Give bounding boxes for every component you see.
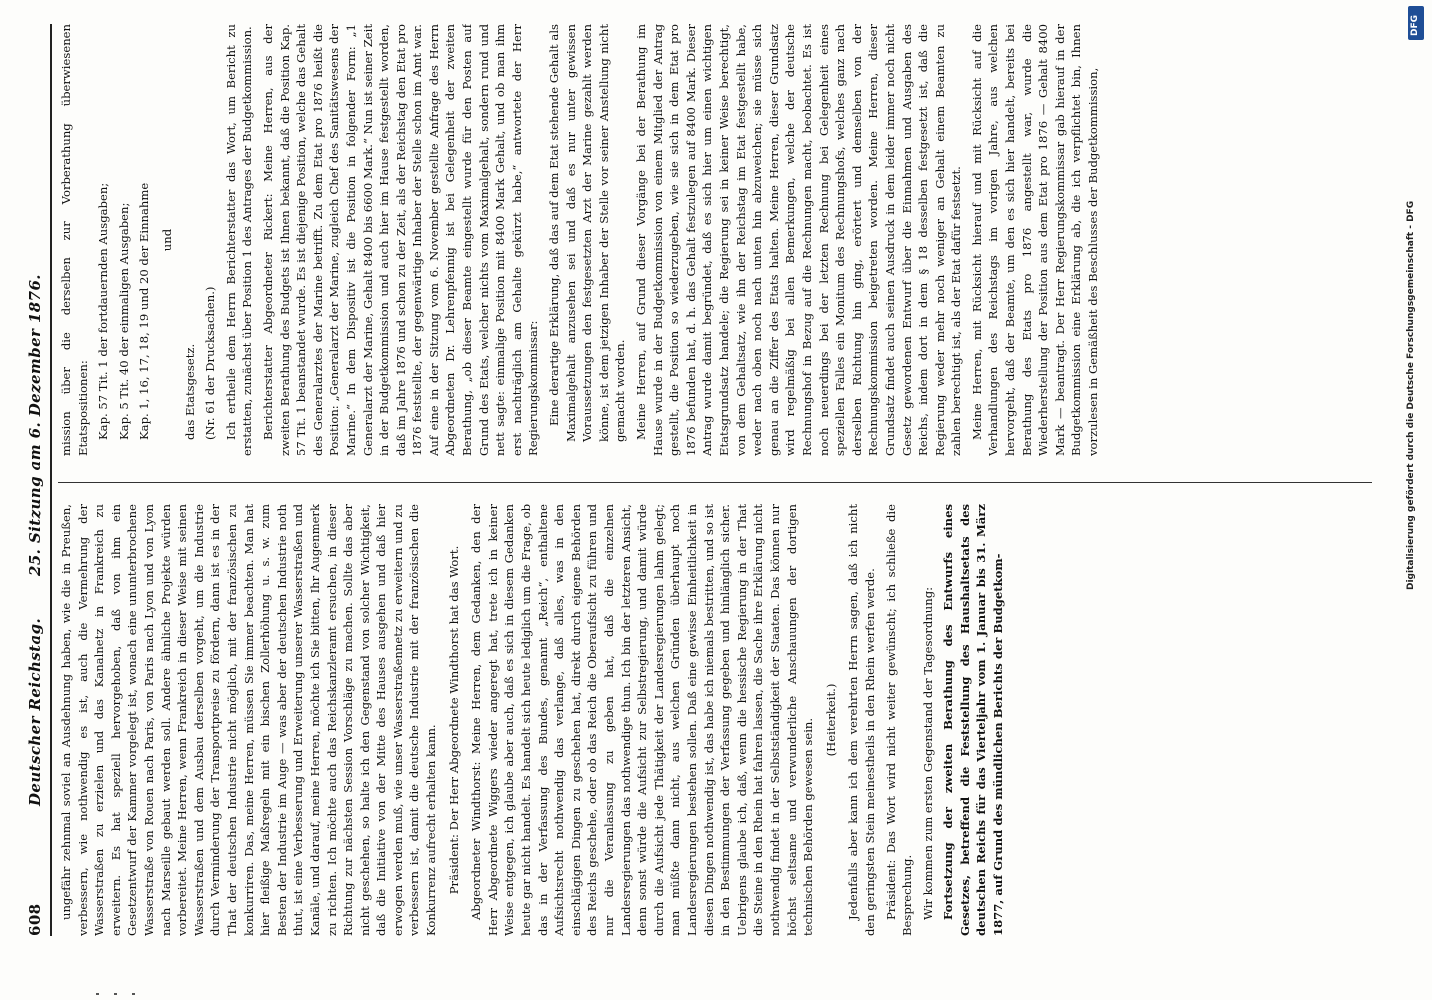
paragraph: Jedenfalls aber kann ich dem verehrten Herrn sagen, daß ich nicht den geringsten Stein meinestheils in den Rhein werfen werde.: [846, 504, 877, 936]
paragraph: Präsident: Der Herr Abgeordnete Windthorst hat das Wort.: [446, 545, 461, 895]
paragraph: Meine Herren, mit Rücksicht hierauf und mit Rücksicht auf die Verhandlungen des Reichstags im vorigen Jahre, aus welchen hervorgeht, daß der Beamte, um den es sich hier handelt, bereits bei Berathung des Etats pro 1876 angestellt war, wurde die Wiederherstellung der Position aus dem Etat pro 1876 — Gehalt 8400 Mark — beantragt. Der Herr Regierungskommissar gab hierauf in der Budgetkommission eine Erklärung ab, die ich verpflichtet bin, Ihnen vorzulesen in Gemäßheit des Beschlusses der Budgetkommission,: [969, 24, 1101, 456]
paragraph: Wir kommen zum ersten Gegenstand der Tagesordnung:: [920, 586, 935, 920]
running-header: [20, 24, 52, 936]
scan-speck: [96, 993, 99, 995]
paragraph: Meine Herren, auf Grund dieser Vorgänge bei der Berathung im Hause wurde in der Budgetkommission von einem Mitglied der Antrag gestellt, die Position so wiederzugeben, wie sie sich in dem Etat pro 1876 befunden hat, d. h. das Gehalt festzulegen auf 8400 Mark. Dieser Antrag wurde damit begründet, daß es sich hier um einen wichtigen Etatsgrundsatz handele; die Regierung sei in keiner Weise berechtigt, von dem Gehaltsatz, wie ihn der Reichstag im Etat festgestellt habe, weder nach oben noch nach unten hin abzuweichen; sie müsse sich genau an die Ziffer des Etats halten. Meine Herren, dieser Grundsatz wird regelmäßig bei allen Bemerkungen, welche der deutsche Rechnungshof in Bezug auf die Rechnungen macht, beobachtet. Es ist noch neuerdings bei der letzten Rechnung bei Gelegenheit eines speziellen Falles ein Monitum des Rechnungshofs, welches ganz nach derselben Richtung hin ging, erörtert und demselben von der Rechnungskommission beigetreten worden. Meine Herren, dieser Grundsatz findet auch seinen Ausdruck in dem leider immer noch nicht Gesetz gewordenen Entwurf über die Einnahmen und Ausgaben des Reichs, indem dort in dem § 18 desselben festgesetzt ist, daß die Regierung weder mehr noch weniger an Gehalt einem Beamten zu zahlen berechtigt ist, als der Etat dafür festsetzt.: [634, 24, 964, 456]
paragraph: Abgeordneter Windthorst: Meine Herren, dem Gedanken, den der Herr Abgeordnete Wiggers wieder angeregt hat, trete ich in keiner Weise entgegen, ich glaube aber auch, daß es sich in diesem Gedanken heute gar nicht handelt. Es handelt sich heute lediglich um die Frage, ob das in der Verfassung des Bundes, genannt „Reich“, enthaltene Aufsichtsrecht nothwendig das verlange, daß alles, was in den einschlägigen Dingen zu geschehen hat, direkt durch eigene Behörden des Reichs geschehe, oder ob das Reich die Oberaufsicht zu führen und nur die Veranlassung zu geben hat, daß die einzelnen Landesregierungen das nothwendige thun. Ich bin der letzteren Ansicht, denn sonst würde die Aufsicht zur Selbstregierung, und damit würde durch die Aufsicht jede Thätigkeit der Landesregierungen lahm gelegt; man müßte dann nicht, aus welchen Gründen überhaupt noch Landesregierungen bestehen sollen. Daß eine gewisse Einheitlichkeit in diesen Dingen nothwendig ist, das habe ich niemals bestritten, und so ist in den Bestimmungen der Verfassung gegeben und hinlänglich sicher. Uebrigens glaube ich, daß, wenn die hessische Regierung in der That die Steine in den Rhein hat fahren lassen, die Sache ihre Erklärung nicht nothwendig findet in der Selbstständigkeit der Staaten. Das können nur höchst seltsame und verwunderliche Anschauungen der dortigen technischen Behörden gewesen sein.: [469, 504, 816, 936]
paragraph: ungefähr zehnmal soviel an Ausdehnung haben, wie die in Preußen, verbessern, wie nothwendig es ist, auch die Vermehrung der Wasserstraßen zu erzielen und das Kanalnetz in Frankreich zu erweitern. Es hat speziell hervorgehoben, daß von ihm ein Gesetzentwurf der Kammer vorgelegt ist, wonach eine ununterbrochene Wasserstraße von Rouen nach Paris, von Paris nach Lyon und von Lyon nach Marseille gebaut werden soll. Andere ähnliche Projekte würden vorbereitet. Meine Herren, wenn Frankreich in dieser Weise mit seinen Wasserstraßen und dem Ausbau derselben vorgeht, um die Industrie durch Verminderung der Transportpreise zu fördern, dann ist es in der That der deutschen Industrie nicht möglich, mit der französischen zu konkurriren. Das, meine Herren, müssen Sie immer beachten. Man hat hier fleißige Maßregeln mit ein bischen Zollerhöhung u. s. w. zum Besten der Industrie im Auge — was aber der deutschen Industrie noth thut, ist eine Verbesserung und Erweiterung unserer Wasserstraßen und Kanäle, und darauf, meine Herren, möchte ich Sie bitten, Ihr Augenmerk zu richten. Ich möchte auch das Reichskanzleramt ersuchen, in dieser Richtung zur nächsten Session Vorschläge zu machen. Sollte das aber nicht geschehen, so halte ich den Gegenstand von solcher Wichtigkeit, daß die Initiative von der Mitte des Hauses ausgehen und daß hier erwogen werden muß, wie unser Wasserstraßennetz zu erweitern und zu verbessern ist, damit die deutsche Industrie mit der französischen die Konkurrenz aufrecht erhalten kann.: [59, 504, 439, 936]
paragraph: und: [159, 228, 174, 252]
paragraph: (Heiterkeit.): [823, 683, 838, 757]
agenda-item: Fortsetzung der zweiten Berathung des Entwurfs eines Gesetzes, betreffend die Feststellung des Haushaltsetats des deutschen Reichs für das Vierteljahr vom 1. Januar bis 31. März 1877, auf Grund des mündlichen Berichts der Budgetkom-: [941, 504, 1006, 936]
list-item: (Nr. 61 der Drucksachen.): [203, 286, 218, 440]
paragraph: mission über die derselben zur Vorberathung überwiesenen Etatspositionen:: [59, 24, 90, 456]
dfg-logo-text: DFG: [1410, 14, 1420, 36]
paragraph: Ich ertheile dem Herrn Berichterstatter das Wort, um Bericht zu erstatten, zunächst über Position 1 des Antrages der Budgetkommission.: [223, 24, 255, 456]
list-item: Kap. 5 Tit. 40 der einmaligen Ausgaben;: [116, 202, 131, 440]
list-item: Kap. 1, 16, 17, 18, 19 und 20 der Einnahme: [137, 182, 152, 440]
scan-speck: [132, 993, 135, 995]
page-number: 608: [26, 903, 44, 936]
list-item: das Etatsgesetz.: [182, 343, 197, 440]
right-column: [58, 24, 1372, 456]
publication-title: Deutscher Reichstag.: [26, 617, 44, 806]
column-divider: [58, 482, 1372, 483]
dfg-logo: [1408, 6, 1424, 40]
scan-speck: [114, 993, 117, 995]
paragraph: Berichterstatter Abgeordneter Rickert: Meine Herren, aus der zweiten Berathung des Budgets ist Ihnen bekannt, daß die Position Kap. 57 Tit. 1 beanstandet wurde. Es ist diejenige Position, welche das Gehalt des Generalarztes der Marine betrifft. Zu dem Etat pro 1876 heißt die Position: „Generalarzt der Marine, zugleich Chef des Sanitätswesens der Marine.“ In dem Dispositiv ist die Position in folgender Form: „1 Generalarzt der Marine, Gehalt 8400 bis 6600 Mark.“ Nun ist seiner Zeit in der Budgetkommission und auch hier im Hause festgestellt worden, daß im Jahre 1876 und schon zu der Zeit, als der Reichstag den Etat pro 1876 feststellte, der gegenwärtige Inhaber der Stelle schon im Amt war. Auf eine in der Sitzung vom 6. November gestellte Anfrage des Herrn Abgeordneten Dr. Lehrenpfennig ist bei Gelegenheit der zweiten Berathung, „ob dieser Beamte eingestellt wurde für den Posten auf Grund des Etats, welcher nichts vom Maximalgehalt, sondern rund und nett sagte: einmalige Position mit 8400 Mark Gehalt, und ob man ihm erst nachträglich am Gehalte gekürzt habe,“ antwortete der Herr Regierungskommissar:: [260, 24, 541, 456]
list-item: Kap. 57 Tit. 1 der fortdauernden Ausgaben;: [96, 182, 111, 440]
digitization-note: Digitalisierung gefördert durch die Deutsche Forschungsgemeinschaft - DFG: [1406, 200, 1416, 590]
left-column: [58, 504, 1372, 936]
session-title: 25. Sitzung am 6. Dezember 1876.: [26, 274, 44, 576]
paragraph: Präsident: Das Wort wird nicht weiter gewünscht; ich schließe die Besprechung.: [883, 504, 915, 936]
quotation: Eine derartige Erklärung, daß das auf dem Etat stehende Gehalt als Maximalgehalt anzusehen sei und daß es nur unter gewissen Voraussetzungen den festgesetzten Arzt der Marine gezahlt werden könne, ist dem jetzigen Inhaber der Stelle vor seiner Anstellung nicht gemacht worden.: [547, 24, 628, 442]
dfg-attribution: [1404, 0, 1430, 1000]
